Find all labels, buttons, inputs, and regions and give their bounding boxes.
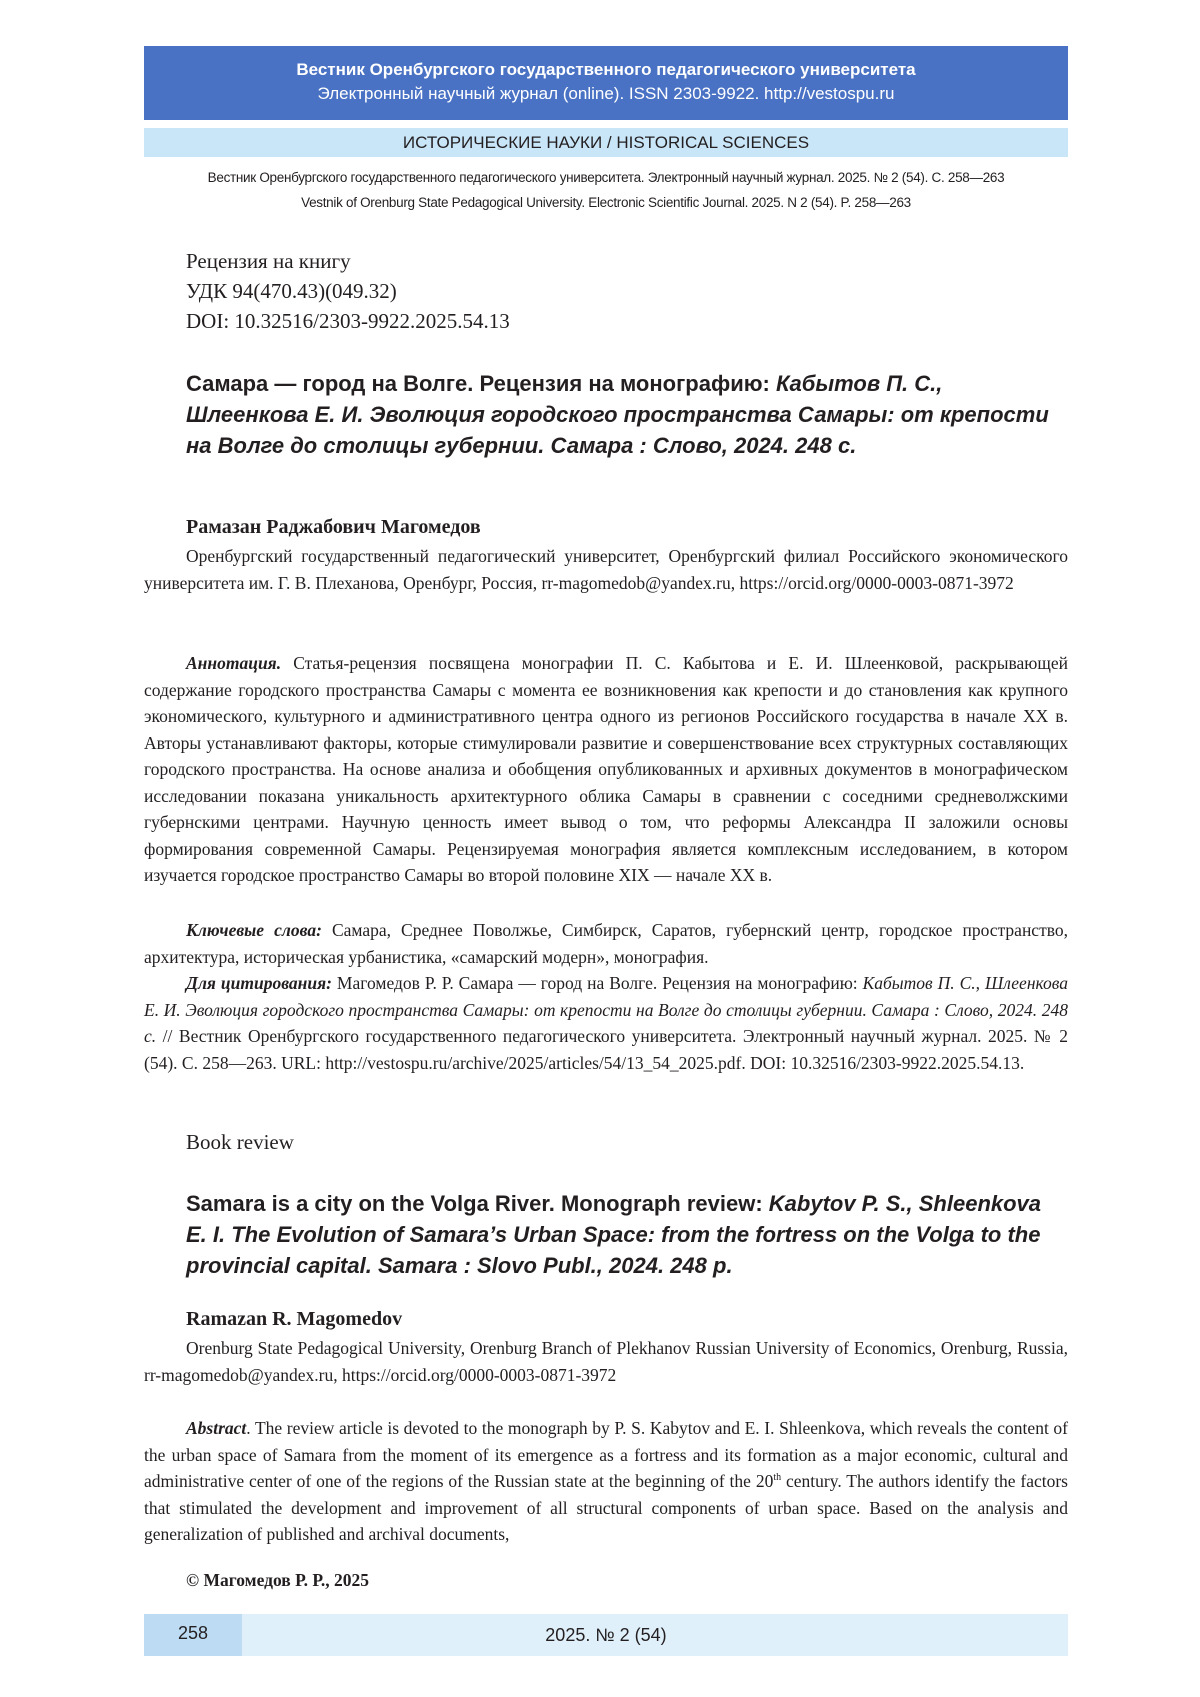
keywords-label-ru: Ключевые слова: [186, 920, 322, 940]
issue-label: 2025. № 2 (54) [545, 1625, 667, 1645]
keywords-text-ru: Самара, Среднее Поволжье, Симбирск, Саратов, губернский центр, городское пространство, архитектура, историческая урбанистика, «самарский модерн», монография. [144, 920, 1068, 967]
abstract-label-en: Abstract [186, 1418, 247, 1438]
abstract-label-ru: Аннотация. [186, 653, 282, 673]
doi: DOI: 10.32516/2303-9922.2025.54.13 [186, 309, 510, 333]
title-en-italic: Kabytov P. S., Shleenkova E. I. The Evolution of Samara’s Urban Space: from the fortress on the Volga to the provincial capital. Samara : Slovo Publ., 2024. 248 p. [186, 1191, 1042, 1278]
article-type-ru: Рецензия на книгу [186, 249, 351, 273]
journal-title: Вестник Оренбургского государственного педагогического университета [296, 60, 916, 79]
citation-italic: Кабытов П. С., Шлеенкова Е. И. Эволюция городского пространства Самары: от крепости на Волге до столицы губернии. Самара : Слово, 2024. 248 с. [144, 973, 1068, 1046]
abstract-ru [144, 650, 1068, 889]
abstract-text-ru: Статья-рецензия посвящена монографии П. С. Кабытова и Е. И. Шлеенковой, раскрывающей содержание городского пространства Самары с момента ее возникновения как крепости и до становления как крупного экономического, культурного и административного центра одного из регионов Российского государства в начале XX в. Авторы устанавливают факторы, которые стимулировали развитие и совершенствование всех структурных составляющих городского пространства. На основе анализа и обобщения опубликованных и архивных документов в монографическом исследовании показана уникальность архитектурного облика Самары в сравнении с соседними средневолжскими губернскими центрами. Научную ценность имеет вывод о том, что реформы Александра II заложили основы формирования современной Самары. Рецензируемая монография является комплексным исследованием, в котором изучается городское пространство Самары во второй половине XIX — начале XX в. [144, 653, 1068, 885]
article-type-en: Book review [186, 1130, 294, 1154]
journal-subtitle: Электронный научный журнал (online). ISSN 2303-9922. http://vestospu.ru [317, 84, 895, 103]
abstract-en [144, 1415, 1068, 1548]
author-name-en: Ramazan R. Magomedov [186, 1308, 403, 1330]
abstract-text-en-2: century. The authors identify the factors that stimulated the development and improvement of all structural components of urban space. Based on the analysis and generalization of published and archival documents, [144, 1471, 1068, 1544]
section-heading: ИСТОРИЧЕСКИЕ НАУКИ / HISTORICAL SCIENCES [144, 128, 1068, 157]
abstract-text-en-1: . The review article is devoted to the monograph by P. S. Kabytov and E. I. Shleenkova, which reveals the content of the urban space of Samara from the moment of its emergence as a fortress and its formation as a major economic, cultural and administrative center of one of the regions of the Russian state at the beginning of the 20 [144, 1418, 1068, 1491]
affiliation-en: Orenburg State Pedagogical University, Orenburg Branch of Plekhanov Russian University of Economics, Orenburg, Russia, rr-magomedob@yandex.ru, https://orcid.org/0000-0003-0871-3972 [144, 1338, 1068, 1385]
article-title-en [186, 1188, 1066, 1281]
page-number: 258 [144, 1614, 242, 1656]
title-ru-italic: Кабытов П. С., Шлеенкова Е. И. Эволюция городского пространства Самары: от крепости на Волге до столицы губернии. Самара : Слово, 2024. 248 с. [186, 371, 1049, 458]
keywords-ru [144, 917, 1068, 970]
abstract-sup-en: th [773, 1472, 782, 1484]
citation-ref-en: Vestnik of Orenburg State Pedagogical University. Electronic Scientific Journal. 2025. N 2 (54). P. 258—263 [301, 195, 911, 210]
title-ru-plain: Самара — город на Волге. Рецензия на монографию: [186, 371, 776, 396]
copyright-notice: © Магомедов Р. Р., 2025 [186, 1570, 369, 1590]
udc-code: УДК 94(470.43)(049.32) [186, 279, 397, 303]
citation-ru [144, 970, 1068, 1076]
page-footer [144, 1614, 1068, 1656]
affiliation-ru: Оренбургский государственный педагогический университет, Оренбургский филиал Российского экономического университета им. Г. В. Плеханова, Оренбург, Россия, rr-magomedob@yandex.ru, https://orcid.org/0000-0003-0871-3972 [144, 546, 1068, 593]
journal-header [144, 46, 1068, 120]
author-name-ru: Рамазан Раджабович Магомедов [186, 516, 481, 538]
article-title-ru [186, 368, 1066, 461]
citation-ref-ru: Вестник Оренбургского государственного педагогического университета. Электронный научный журнал. 2025. № 2 (54). С. 258—263 [207, 170, 1005, 185]
citation-label-ru: Для цитирования: [186, 973, 332, 993]
citation-plain-2: // Вестник Оренбургского государственного педагогического университета. Электронный научный журнал. 2025. № 2 (54). С. 258—263. URL: http://vestospu.ru/archive/2025/articles/54/13_54_2025.pdf. DOI: 10.32516/2303-9922.2025.54.13. [144, 1026, 1068, 1073]
citation-plain-1: Магомедов Р. Р. Самара — город на Волге. Рецензия на монографию: [331, 973, 863, 993]
title-en-plain: Samara is a city on the Volga River. Monograph review: [186, 1191, 769, 1216]
